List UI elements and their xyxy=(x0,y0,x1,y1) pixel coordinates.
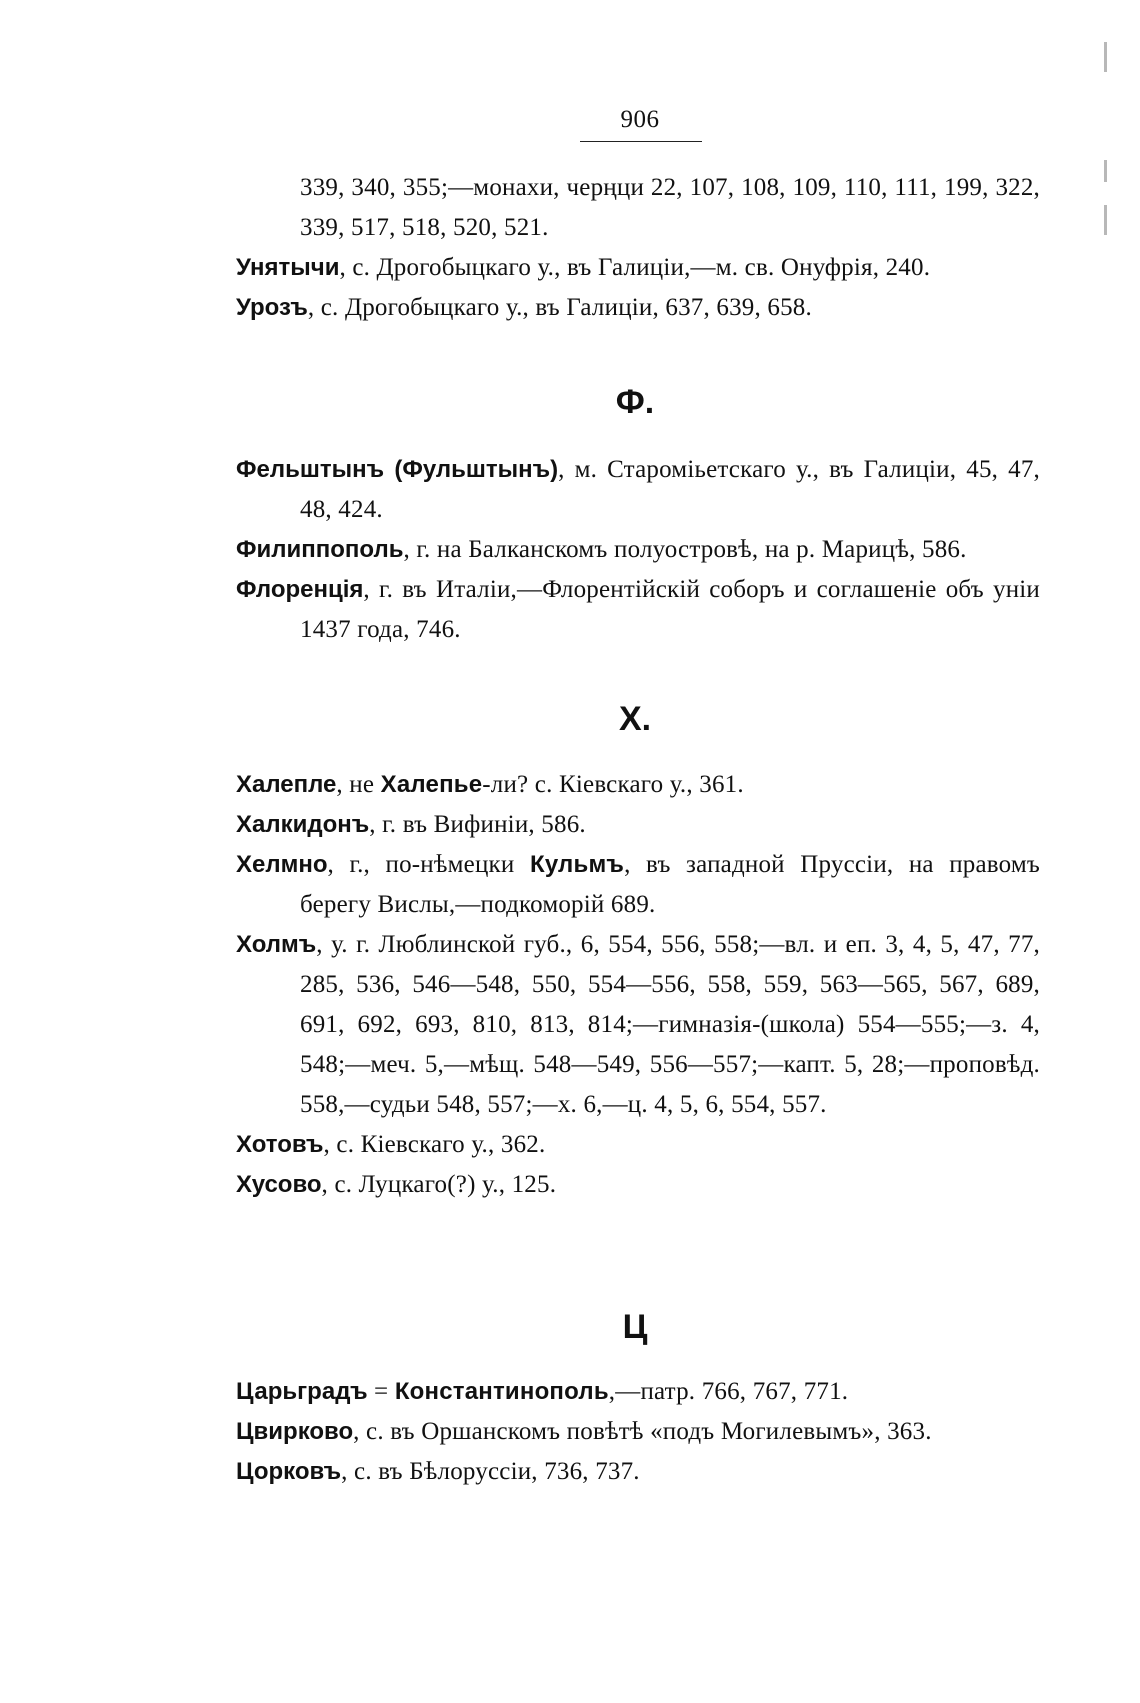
index-entry xyxy=(0,1165,1040,1205)
index-entry xyxy=(0,570,1040,650)
index-entry xyxy=(0,288,1040,328)
entry-text: ,—патр. 766, 767, 771. xyxy=(608,1378,849,1405)
entry-headword: Царьградъ xyxy=(236,1378,368,1405)
index-entry xyxy=(0,845,1040,925)
entries-ts-block xyxy=(0,1372,1140,1492)
index-entry xyxy=(0,248,1040,288)
section-heading-kh: Х. xyxy=(618,700,652,738)
entry-text: , у. г. Люблинской губ., 6, 554, 556, 558;—вл. и еп. 3, 4, 5, 47, 77, 285, 536, 546—548, 550, 554—556, 558, 559, 563—565, 567, 689, 691, 692, 693, 810, 813, 814;—гимназія-(школа) 554—555;—з. 4, 548;—меч. 5,—мѣщ. 548—549, 556—557;—капт. 5, 28;—проповѣд. 558,—судьи 548, 557;—х. 6,—ц. 4, 5, 6, 554, 557. xyxy=(300,931,1040,1118)
entry-headword: Хелмно xyxy=(236,851,328,878)
entry-text: , с. Луцкаго(?) у., 125. xyxy=(321,1171,557,1198)
entry-text: = xyxy=(367,1378,395,1405)
entry-text: , с. въ Оршанскомъ повѣтѣ «подъ Могилевымъ», 363. xyxy=(353,1418,932,1445)
section-heading-f: Ф. xyxy=(615,383,655,421)
entry-headword: Цвирково xyxy=(236,1418,354,1445)
index-entry xyxy=(0,450,1040,530)
entry-headword: Хотовъ xyxy=(236,1131,324,1158)
entry-headword-variant: Кульмъ xyxy=(529,851,625,878)
index-entry xyxy=(0,925,1040,1125)
entry-headword: Унятычи xyxy=(236,254,340,281)
entry-headword-variant: Константинополь xyxy=(394,1378,609,1405)
entry-text: , г. въ Италіи,—Флорентійскій соборъ и соглашеніе объ уніи 1437 года, 746. xyxy=(300,576,1040,643)
entry-headword: Холмъ xyxy=(236,931,317,958)
entries-u-block xyxy=(0,168,1140,328)
index-entry xyxy=(0,1125,1040,1165)
section-heading-ts: Ц xyxy=(622,1308,648,1346)
index-entry xyxy=(0,805,1040,845)
entries-kh-block xyxy=(0,765,1140,1205)
entry-text: , м. Староміьетскаго у., въ Галиціи, 45, 47, 48, 424. xyxy=(300,456,1040,523)
entry-text: , г. въ Вифиніи, 586. xyxy=(369,811,586,838)
entry-text: , не xyxy=(336,771,381,798)
entry-headword: Хусово xyxy=(236,1171,322,1198)
entry-text: , въ западной Пруссіи, на правомъ берегу Вислы,—подкоморій 689. xyxy=(300,851,1040,918)
intro-continuation: 339, 340, 355;—монахи, черңци 22, 107, 108, 109, 110, 111, 199, 322, 339, 517, 518, 520, 521. xyxy=(300,174,1040,241)
entry-headword: Цорковъ xyxy=(236,1458,342,1485)
entry-headword: Урозъ xyxy=(236,294,308,321)
index-entry xyxy=(0,1372,1040,1412)
entries-f-block xyxy=(0,450,1140,650)
entry-headword: Фельштынъ (Фульштынъ) xyxy=(236,456,559,483)
index-entry xyxy=(0,1452,1040,1492)
index-entry xyxy=(0,765,1040,805)
entry-text: , с. Кіевскаго у., 362. xyxy=(323,1131,546,1158)
entry-text: , с. Дрогобыцкаго у., въ Галиціи, 637, 639, 658. xyxy=(307,294,812,321)
entry-headword: Халкидонъ xyxy=(236,811,370,838)
page-number: 906 xyxy=(620,106,660,133)
index-entry xyxy=(0,1412,1040,1452)
index-entry xyxy=(0,530,1040,570)
entry-text: , с. Дрогобыцкаго у., въ Галиціи,—м. св. Онуфрія, 240. xyxy=(339,254,931,281)
entry-headword: Халепле xyxy=(236,771,337,798)
entry-text: -ли? с. Кіевскаго у., 361. xyxy=(482,771,744,798)
entry-text: , с. въ Бѣлоруссіи, 736, 737. xyxy=(341,1458,640,1485)
entry-headword: Филиппополь xyxy=(236,536,404,563)
page-number-rule xyxy=(580,141,702,142)
entry-headword: Флоренція xyxy=(236,576,364,603)
scan-edge-mark xyxy=(1104,42,1107,72)
entry-headword-variant: Халепье xyxy=(380,771,483,798)
entry-text: , г. на Балканскомъ полуостровѣ, на р. Марицѣ, 586. xyxy=(403,536,967,563)
entry-text: , г., по-нѣмецки xyxy=(327,851,530,878)
